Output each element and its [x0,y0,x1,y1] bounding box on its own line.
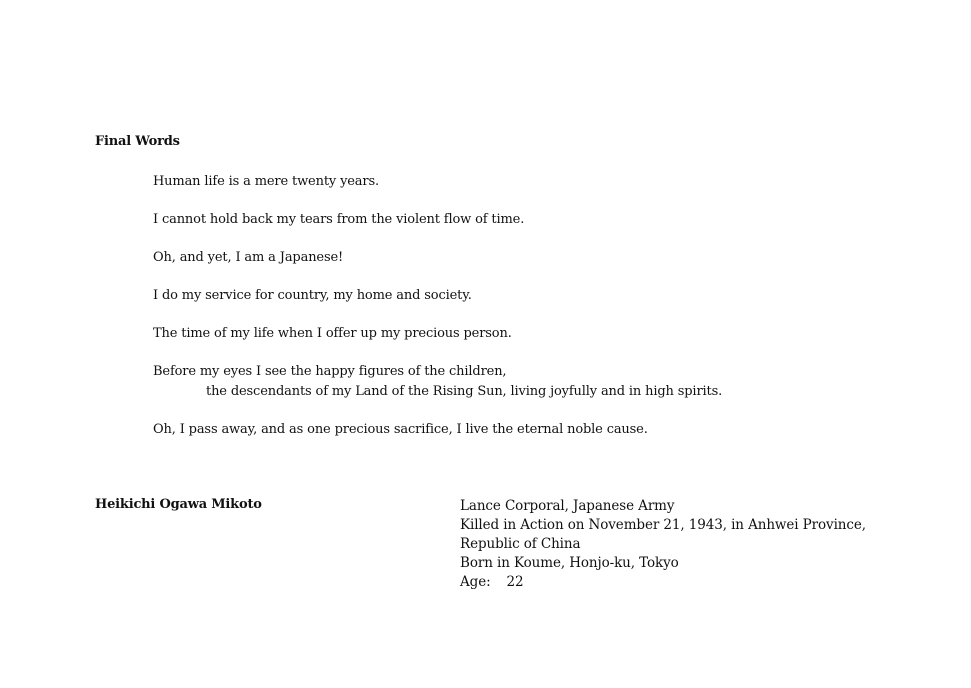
verse-line: Oh, and yet, I am a Japanese! [153,250,344,265]
born-line: Born in Koume, Honjo-ku, Tokyo [460,555,679,571]
verse-children-line-2: the descendants of my Land of the Rising Sun, living joyfully and in high spirits. [206,384,723,399]
poem-body [153,172,913,458]
verse-children [153,362,913,402]
document-heading: Final Words [95,134,180,149]
verse-line: Human life is a mere twenty years. [153,174,379,189]
author-details [460,497,866,592]
country-line: Republic of China [460,536,581,552]
age-value: 22 [506,574,524,590]
verse-line: I cannot hold back my tears from the violent flow of time. [153,212,525,227]
age-label: Age: [460,574,491,590]
age-line [460,573,866,592]
verse-line: I do my service for country, my home and society. [153,288,472,303]
verse-children-line-1: Before my eyes I see the happy figures of the children, [153,364,507,379]
verse-line: The time of my life when I offer up my precious person. [153,326,512,341]
final-verse: Oh, I pass away, and as one precious sacrifice, I live the eternal noble cause. [153,422,648,437]
rank-line: Lance Corporal, Japanese Army [460,498,675,514]
killed-line: Killed in Action on November 21, 1943, in Anhwei Province, [460,517,866,533]
author-name: Heikichi Ogawa Mikoto [95,497,262,512]
